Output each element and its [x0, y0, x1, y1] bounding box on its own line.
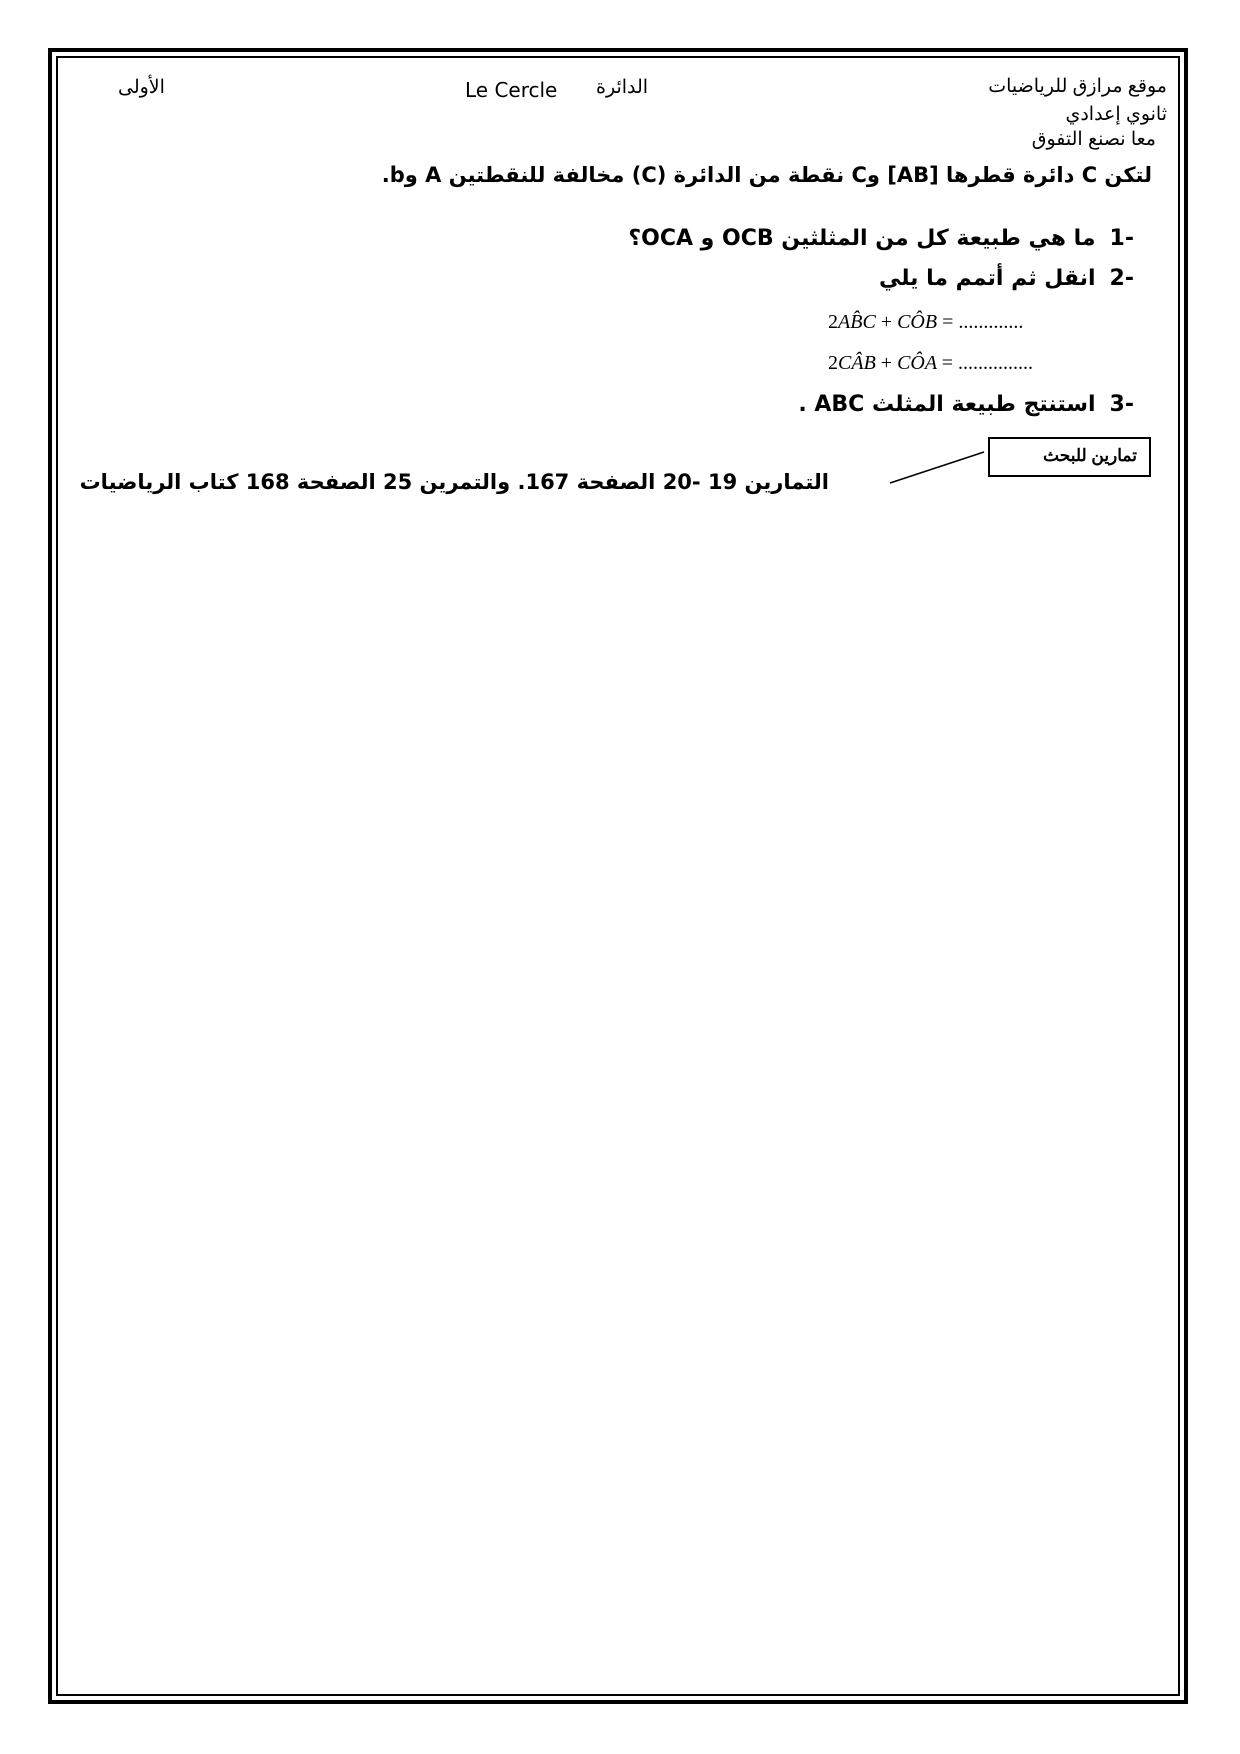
lesson-title-french: Le Cercle [465, 78, 558, 102]
question-number: -3 [1109, 392, 1134, 417]
blank-dots: ............... [958, 352, 1033, 374]
angle-vertex: B [850, 311, 863, 333]
question-text: استنتج طبيعة المثلث ABC . [798, 392, 1096, 417]
question-text: ما هي طبيعة كل من المثلثين OCB و OCA؟ [628, 226, 1096, 251]
school-level: ثانوي إعدادي [1065, 104, 1167, 125]
equation-coefficient: 2 [828, 311, 838, 333]
angle-vertex: O [910, 352, 925, 374]
question-number: -2 [1109, 266, 1134, 291]
slogan: معا نصنع التفوق [1031, 129, 1156, 150]
equation-2: 2CAB + COA = ............... [828, 352, 1033, 374]
research-exercises-text: التمارين 19 -20 الصفحة 167. والتمرين 25 الصفحة 168 كتاب الرياضيات [79, 470, 829, 494]
site-name: موقع مرازق للرياضيات [988, 76, 1167, 97]
exercise-intro: لتكن C دائرة قطرها [AB] وC نقطة من الدائرة (C) مخالفة للنقطتين A وb. [381, 163, 1152, 187]
question-number: -1 [1109, 226, 1134, 251]
research-label: تمارين للبحث [1043, 446, 1137, 465]
blank-dots: ............. [958, 311, 1024, 333]
question-text: انقل ثم أتمم ما يلي [878, 266, 1096, 291]
equation-coefficient: 2 [828, 352, 838, 374]
equation-1: 2ABC + COB = ............. [828, 311, 1024, 333]
angle-vertex: O [910, 311, 925, 333]
year-label: الأولى [118, 77, 165, 98]
angle-vertex: A [851, 352, 864, 374]
lesson-title-arabic: الدائرة [596, 77, 649, 98]
